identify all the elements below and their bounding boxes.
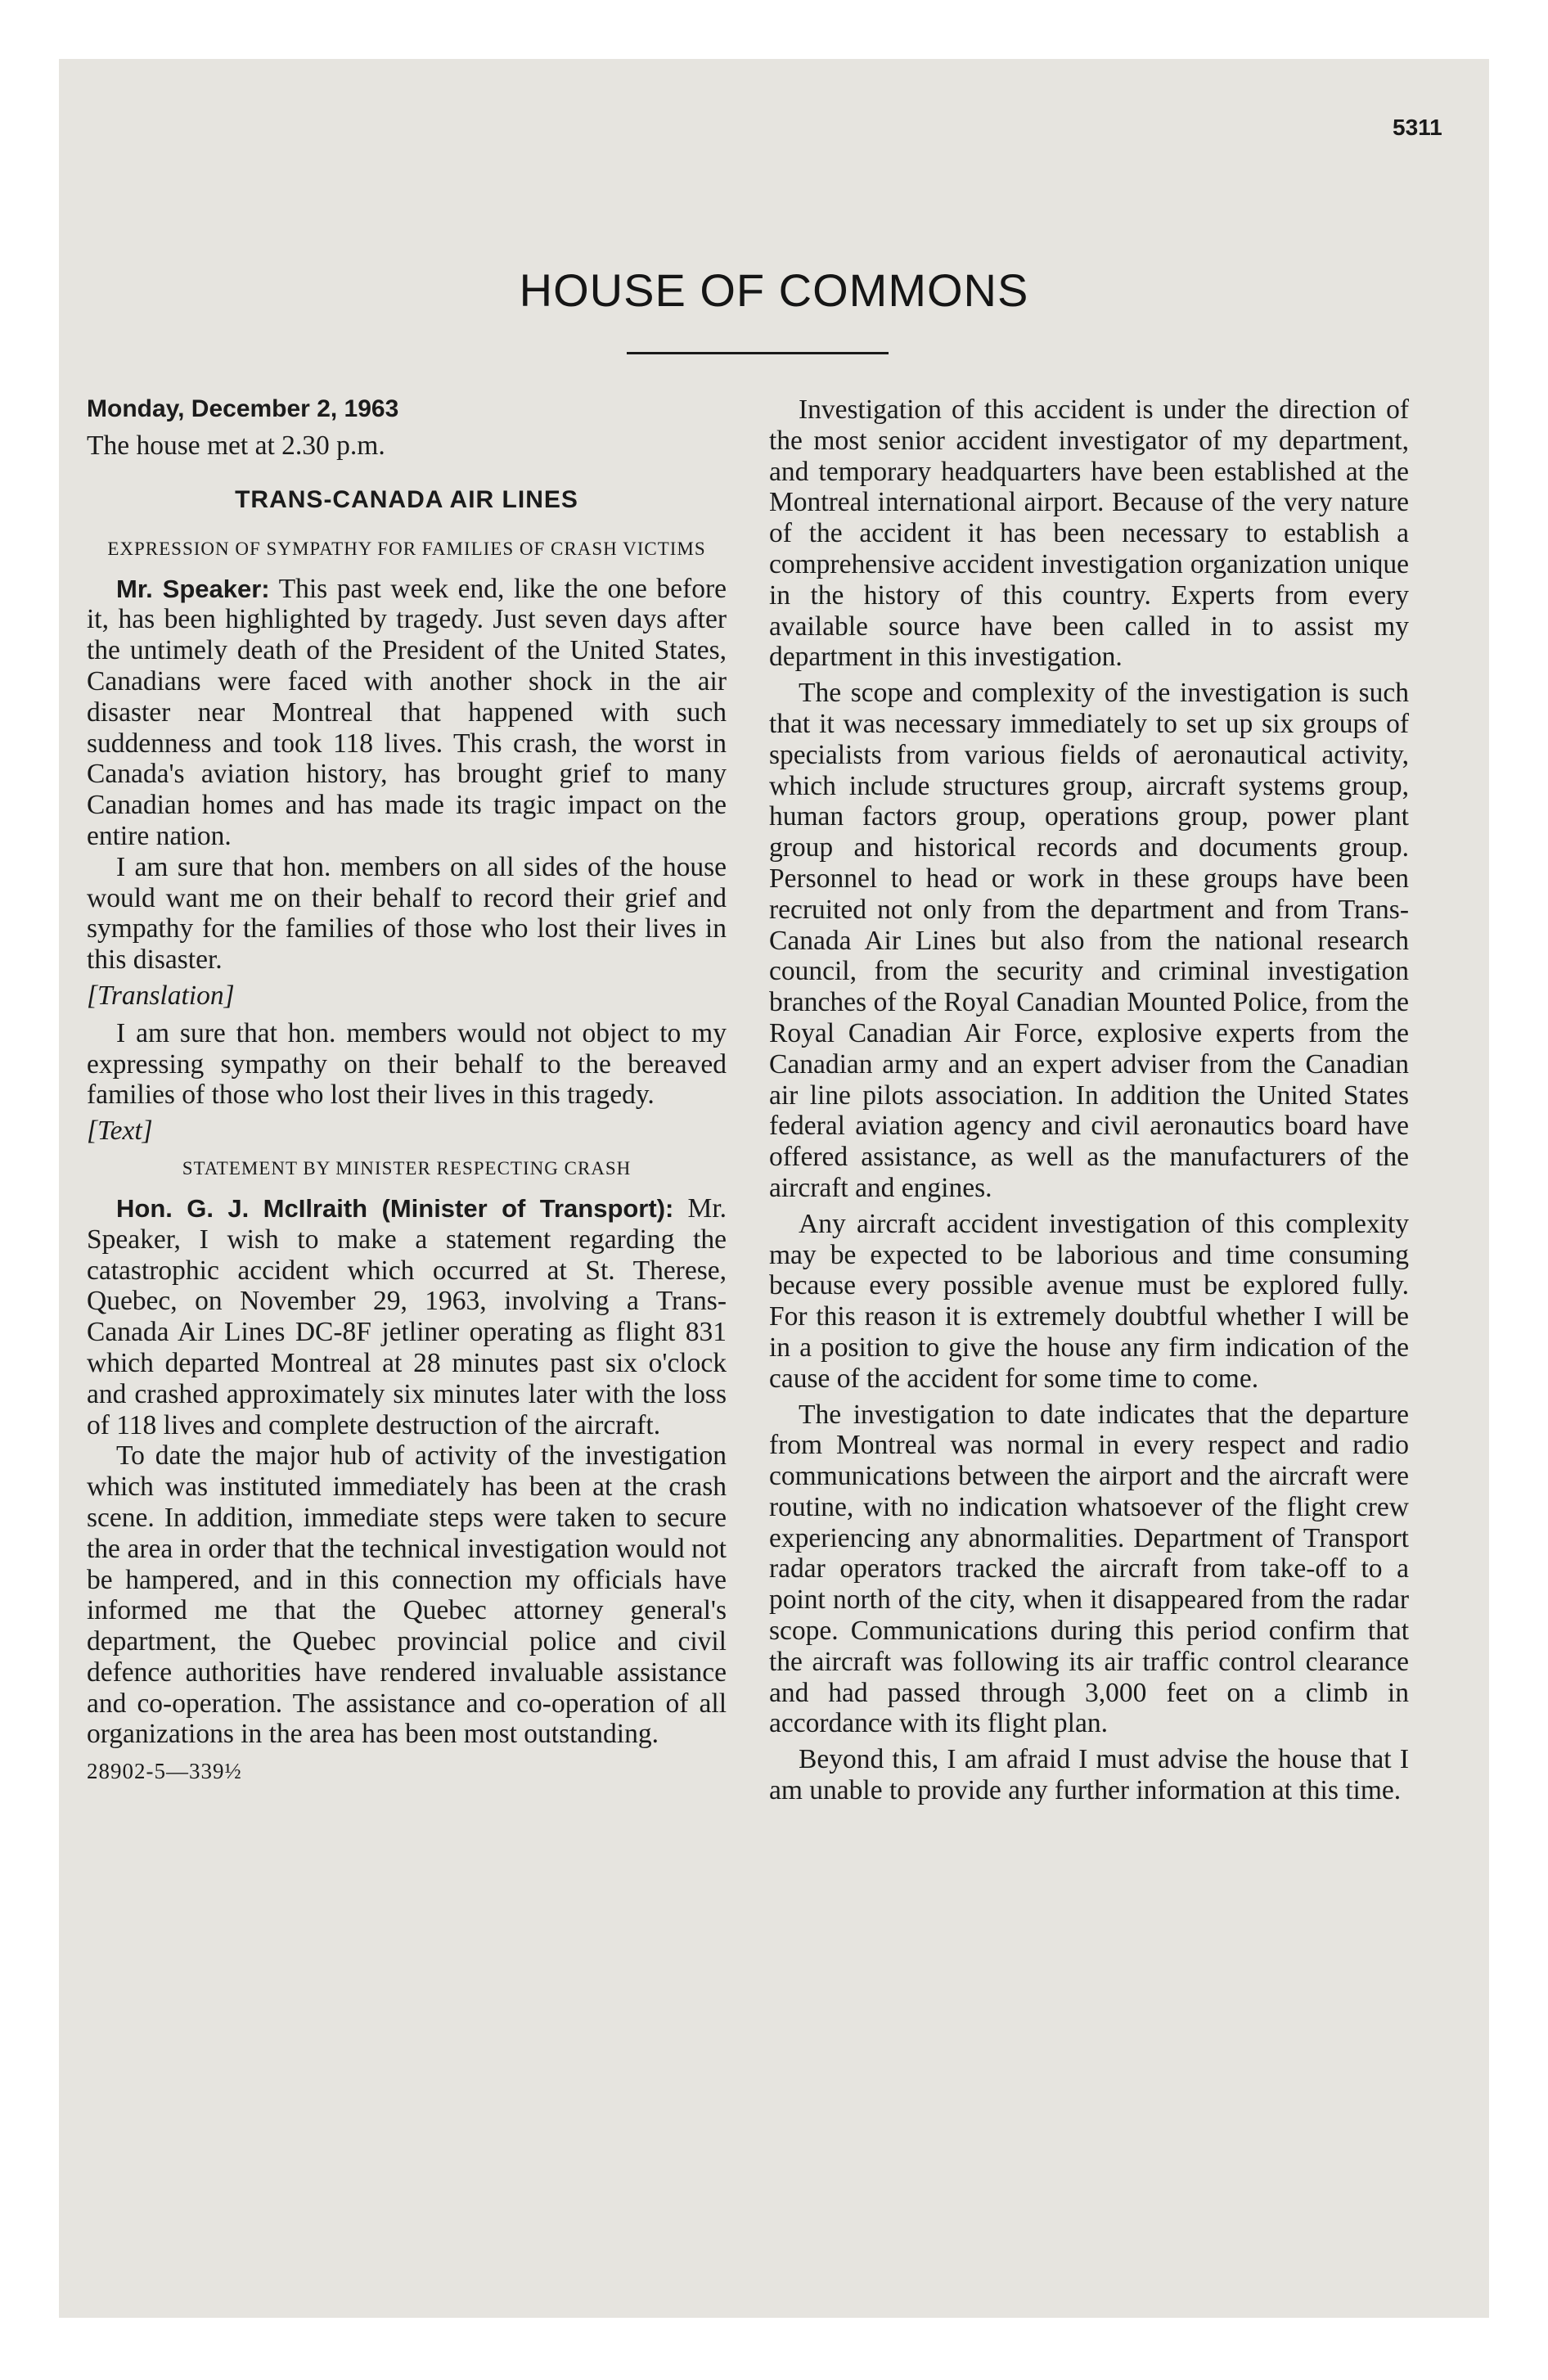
speaker-paragraph-2: I am sure that hon. members on all sides of the house would want me on their behalf to record their grief and sympathy for the families of those who lost their lives in this disaster. (87, 851, 727, 976)
subheading-sympathy: EXPRESSION OF SYMPATHY FOR FAMILIES OF CRASH VICTIMS (107, 538, 706, 559)
minister-text-1: Mr. Speaker, I wish to make a statement regarding the catastrophic accident which occurred at St. Therese, Quebec, on November 29, 1963, involving a Trans-Canada Air Lines DC-8F jetliner operating as flight 831 which departed Montreal at 28 minutes past six o'clock and crashed approximately six minutes later with the loss of 118 lives and complete destruction of the aircraft. (87, 1192, 727, 1440)
house-met-line: The house met at 2.30 p.m. (87, 430, 385, 461)
masthead-title: HOUSE OF COMMONS (519, 264, 1029, 316)
hansard-page (59, 59, 1489, 2318)
left-column (87, 394, 727, 1787)
heading-trans-canada: TRANS-CANADA AIR LINES (235, 485, 578, 513)
speaker-text-1: This past week end, like the one before it, has been highlighted by tragedy. Just seven days after the untimely death of the President of the United States, Canadians were faced with another shock in the air disaster near Montreal that happened with such suddenness and took 118 lives. This crash, the worst in Canada's aviation history, has brought grief to many Canadian homes and has made its tragic impact on the entire nation. (87, 573, 727, 851)
date-line: Monday, December 2, 1963 (87, 395, 399, 422)
masthead-rule (627, 352, 889, 354)
signature-mark: 28902-5—339½ (87, 1759, 242, 1784)
text-label: [Text] (87, 1116, 153, 1147)
right-paragraph-4: The investigation to date indicates that the departure from Montreal was normal in every respect and radio communications between the airport and the aircraft were routine, with no indication whatsoever of the flight crew experiencing any abnormalities. Department of Transport radar operators tracked the aircraft from take-off to a point north of the city, when it disappeared from the radar scope. Communications during this period confirm that the aircraft was following its air traffic control clearance and had passed through 3,000 feet on a climb in accordance with its flight plan. (769, 1399, 1409, 1739)
subheading-statement: STATEMENT BY MINISTER RESPECTING CRASH (182, 1157, 632, 1179)
minister-label: Hon. G. J. McIlraith (Minister of Transport): (116, 1193, 674, 1223)
translation-paragraph: I am sure that hon. members would not object to my expressing sympathy on their behalf to the bereaved families of those who lost their lives in this tragedy. (87, 1017, 727, 1111)
right-paragraph-5: Beyond this, I am afraid I must advise the house that I am unable to provide any further information at this time. (769, 1744, 1409, 1806)
speaker-label: Mr. Speaker: (116, 574, 270, 603)
right-paragraph-2: The scope and complexity of the investigation is such that it was necessary immediately to set up six groups of specialists from various fields of aeronautical activity, which include structures group, aircraft systems group, human factors group, operations group, power plant group and historical records and documents group. Personnel to head or work in these groups have been recruited not only from the department and from Trans-Canada Air Lines but also from the national research council, from the security and criminal investigation branches of the Royal Canadian Mounted Police, from the Royal Canadian Air Force, explosive experts from the Canadian army and an expert adviser from the Canadian air line pilots association. In addition the United States federal aviation agency and civil aeronautics board have offered assistance, as well as the manufacturers of the aircraft and engines. (769, 678, 1409, 1203)
right-paragraph-1: Investigation of this accident is under the direction of the most senior accident investigator of my department, and temporary headquarters have been established at the Montreal international airport. Because of the very nature of the accident it has been necessary to establish a comprehensive accident investigation organization unique in the history of this country. Experts from every available source have been called in to assist my department in this investigation. (769, 394, 1409, 673)
minister-paragraph-2: To date the major hub of activity of the investigation which was instituted immediately has been at the crash scene. In addition, immediate steps were taken to secure the area in order that the technical investigation would not be hampered, and in this connection my officials have informed me that the Quebec attorney general's department, the Quebec provincial police and civil defence authorities have rendered invaluable assistance and co-operation. The assistance and co-operation of all organizations in the area has been most outstanding. (87, 1440, 727, 1750)
right-paragraph-3: Any aircraft accident investigation of this complexity may be expected to be laborious and time consuming because every possible avenue must be explored fully. For this reason it is extremely doubtful whether I will be in a position to give the house any firm indication of the cause of the accident for some time to come. (769, 1208, 1409, 1394)
translation-label: [Translation] (87, 980, 235, 1011)
minister-paragraph-1 (87, 1193, 727, 1440)
speaker-paragraph-1 (87, 574, 727, 852)
page-number: 5311 (1393, 115, 1442, 140)
right-column (769, 394, 1409, 1806)
